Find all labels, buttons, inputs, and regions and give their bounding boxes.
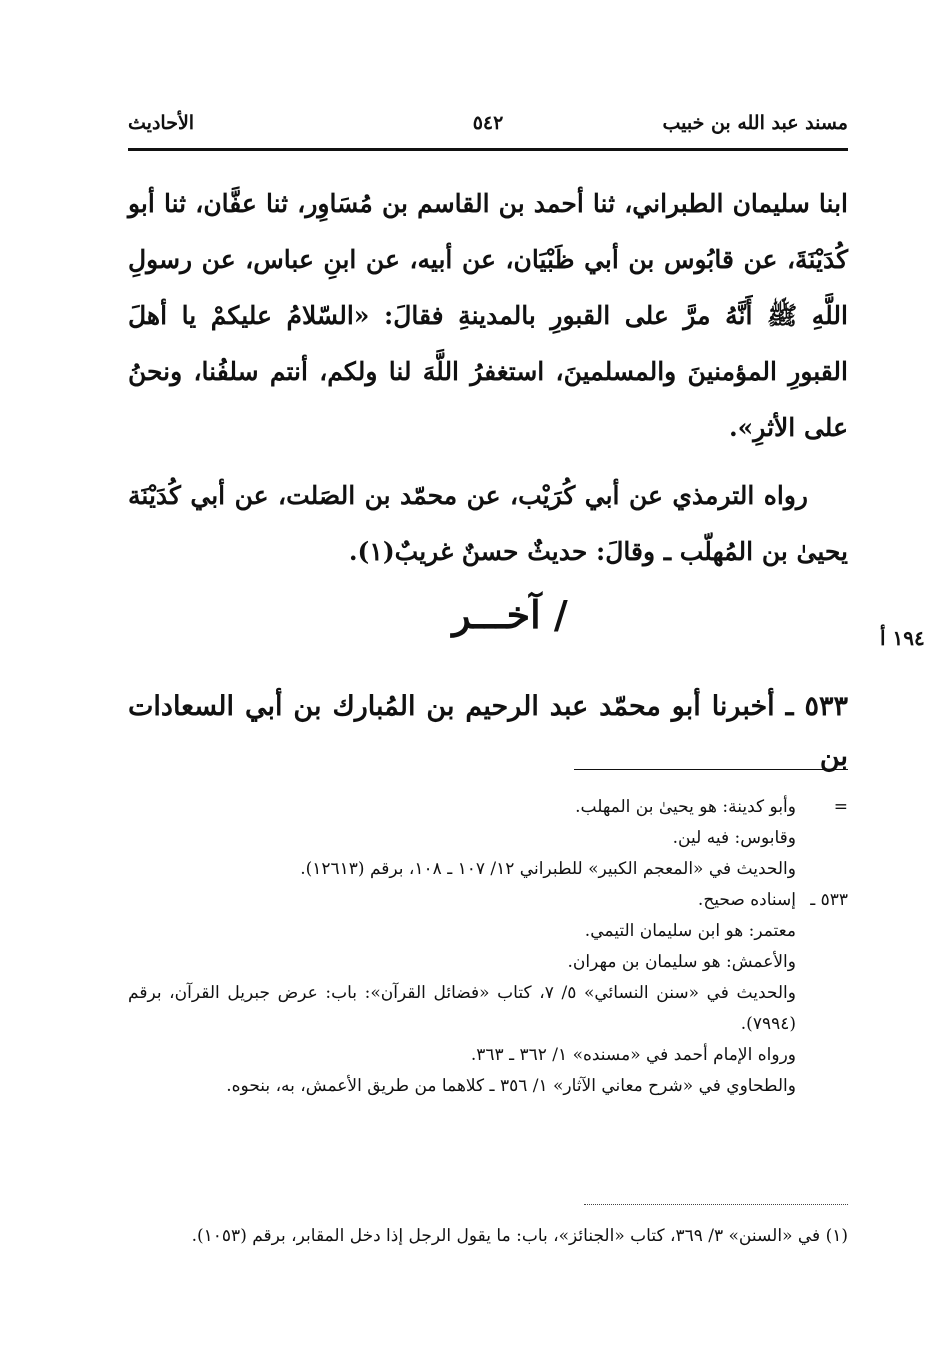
- takhrij-paragraph: رواه الترمذي عن أبي كُرَيْب، عن محمّد بن الصَلت، عن أبي كُدَيْنَة يحيىٰ بن المُهلّب ـ وقالَ: حديثٌ حسنٌ غريبٌ(١).: [128, 481, 848, 566]
- header-rule: [128, 148, 848, 151]
- note-line: [128, 978, 848, 1040]
- hadith-text-paragraph: ابنا سليمان الطبراني، ثنا أحمد بن القاسم بن مُسَاوِر، ثنا عفَّان، ثنا أبو كُدَيْنَةَ، عن قابُوس بن أبي ظَبْيَان، عن أبيه، عن ابنِ عباس، عن رسولِ اللَّهِ ﷺ أَنَّهُ مرَّ على القبورِ بالمدينةِ فقالَ: «السّلامُ عليكمْ يا أهلَ القبورِ المؤمنينَ والمسلمينَ، استغفرُ اللَّهَ لنا ولكم، أنتم سلفُنا، ونحنُ على الأثرِ».: [128, 189, 848, 442]
- note-text: والأعمش: هو سليمان بن مهران.: [567, 952, 796, 972]
- note-text: والحديث في «سنن النسائي» ٥/ ٧، كتاب «فضائل القرآن»: باب: عرض جبريل القرآن، برقم (٧٩٩٤).: [128, 983, 796, 1034]
- note-text: وأبو كدينة: هو يحيىٰ بن المهلب.: [575, 797, 796, 817]
- note-marker: =: [833, 797, 848, 817]
- note-text: وقابوس: فيه لين.: [672, 828, 796, 848]
- footnote: (١) في «السنن» ٣/ ٣٦٩، كتاب «الجنائز»، باب: ما يقول الرجل إذا دخل المقابر، برقم (١٠٥٣).: [191, 1226, 848, 1246]
- header-book-title: مسند عبد الله بن خبيب: [662, 112, 848, 134]
- note-line: [128, 1040, 848, 1071]
- note-line: [128, 885, 848, 916]
- note-line: [128, 854, 848, 885]
- note-text: والحديث في «المعجم الكبير» للطبراني ١٢/ ١٠٧ ـ ١٠٨، برقم (١٢٦١٣).: [300, 859, 796, 879]
- note-text: ورواه الإمام أحمد في «مسنده» ١/ ٣٦٢ ـ ٣٦٣.: [470, 1045, 796, 1065]
- running-header: [128, 112, 848, 146]
- note-line: [128, 916, 848, 947]
- note-marker: ٥٣٣ ـ: [810, 890, 848, 910]
- page-number: ٥٤٢: [472, 112, 504, 134]
- note-line: [128, 1071, 848, 1102]
- section-heading: [400, 592, 620, 637]
- main-text: [128, 176, 848, 580]
- footnote-dotted-separator: [584, 1204, 848, 1205]
- header-section-name: الأحاديث: [128, 112, 195, 134]
- section-heading-text: / آخـــر: [452, 592, 568, 637]
- note-text: معتمر: هو ابن سليمان التيمي.: [584, 921, 796, 941]
- note-text: والطحاوي في «شرح معاني الآثار» ١/ ٣٥٦ ـ كلاهما من طريق الأعمش، به، بنحوه.: [226, 1076, 796, 1096]
- commentary-notes: [128, 792, 848, 1102]
- note-line: [128, 792, 848, 823]
- hadith-opening-line: ٥٣٣ ـ أخبرنا أبو محمّد عبد الرحيم بن المُبارك بن أبي السعادات بن: [128, 691, 848, 772]
- manuscript-folio-note: ١٩٤ أ: [880, 626, 925, 650]
- note-line: [128, 823, 848, 854]
- footnote-separator: [574, 769, 848, 770]
- note-line: [128, 947, 848, 978]
- note-text: إسناده صحيح.: [697, 890, 796, 910]
